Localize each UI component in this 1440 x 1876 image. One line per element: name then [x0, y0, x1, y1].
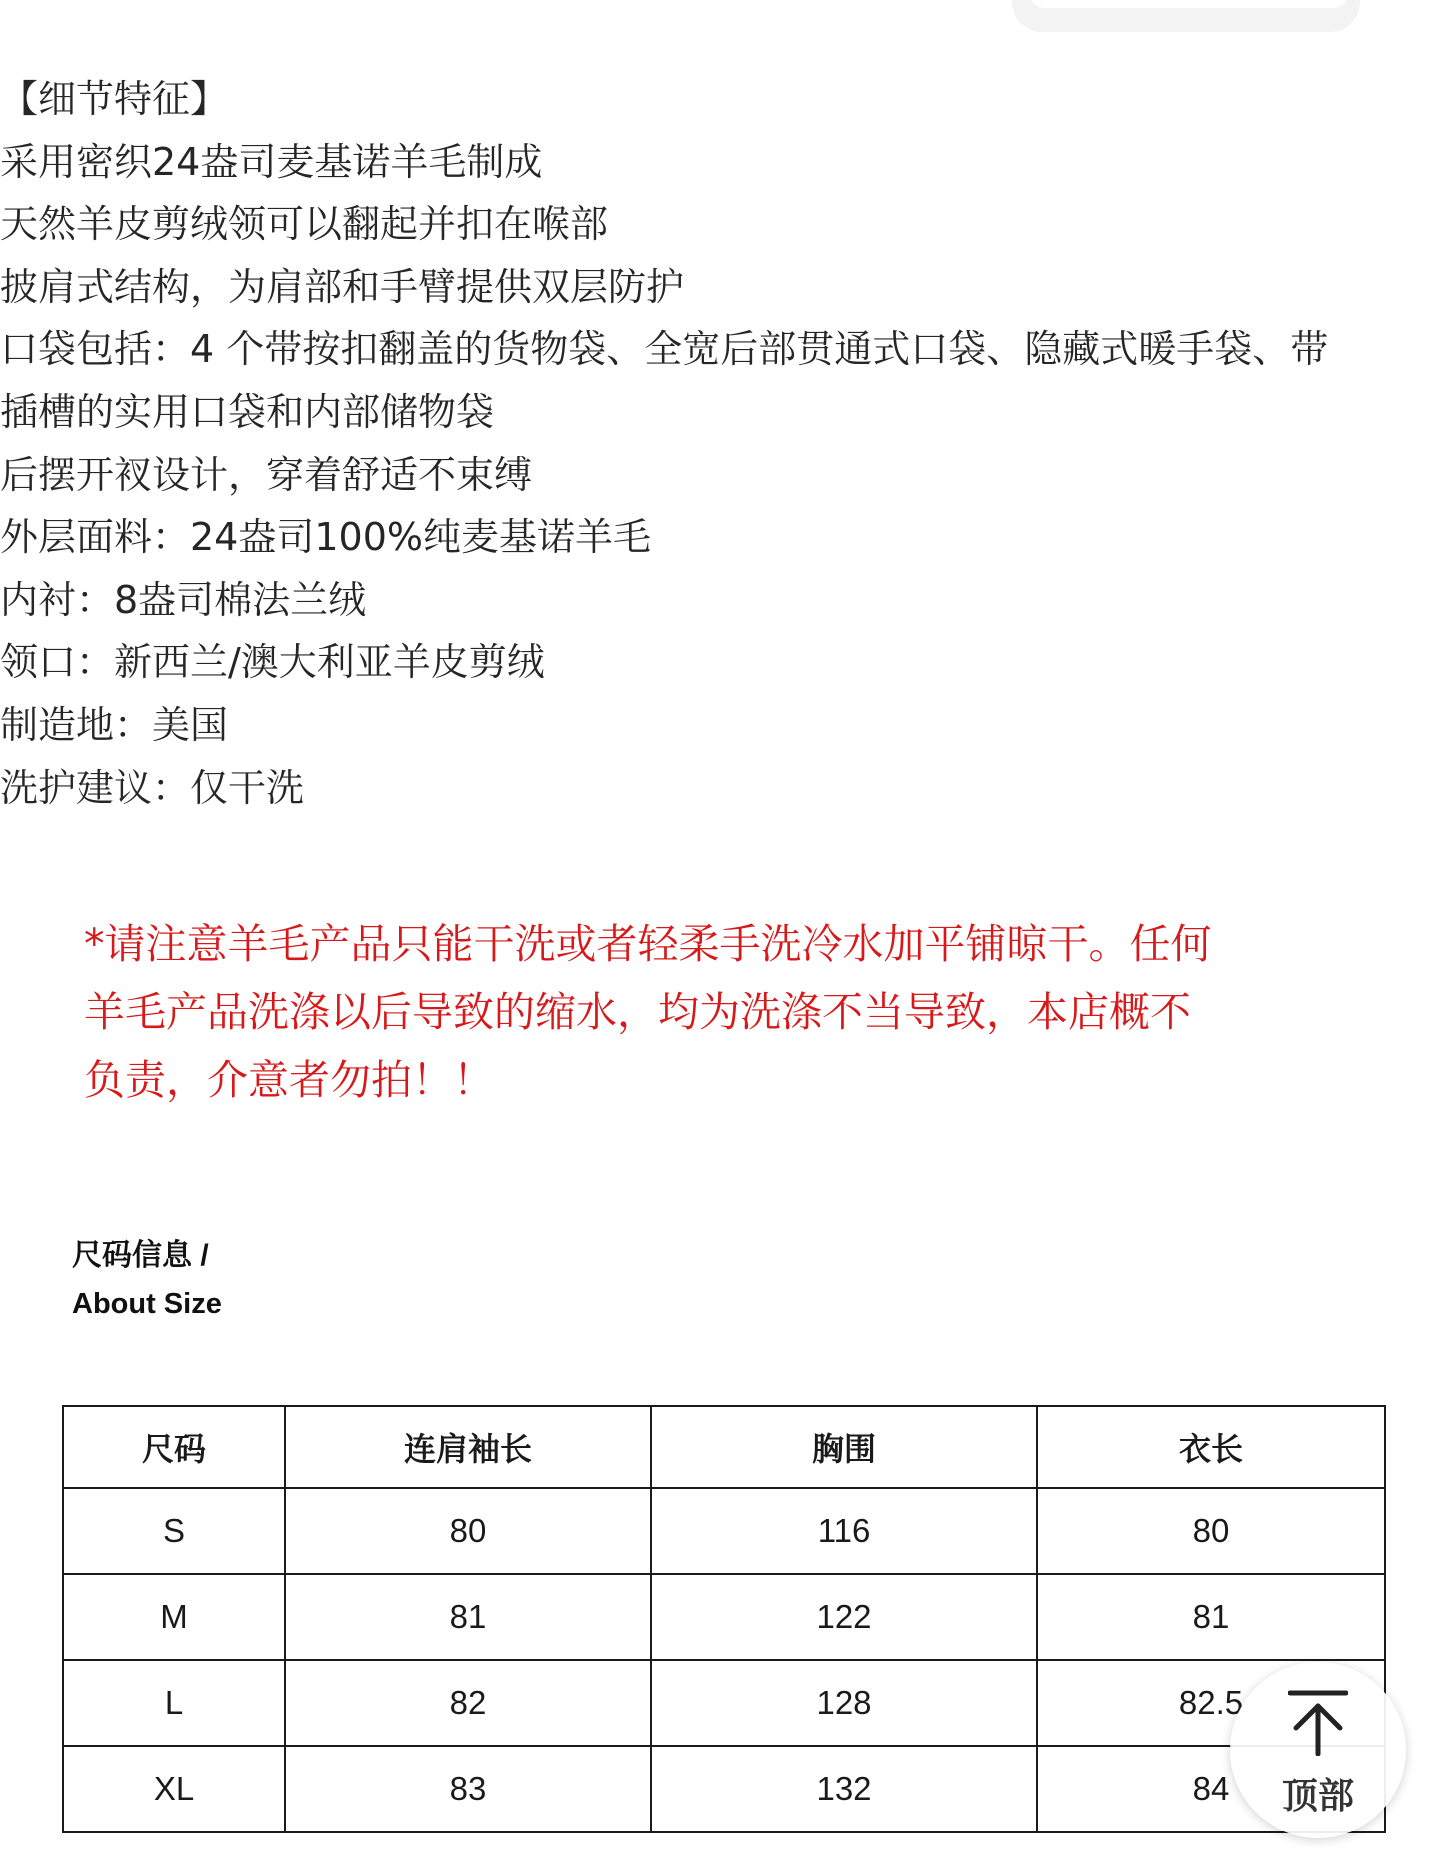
header-sleeve-length: 连肩袖长: [285, 1406, 651, 1488]
cell-chest: 132: [651, 1746, 1037, 1832]
detail-line: 插槽的实用口袋和内部储物袋: [0, 389, 495, 434]
detail-line: 制造地：美国: [0, 702, 229, 747]
header-chest: 胸围: [651, 1406, 1037, 1488]
cell-sleeve-length: 82: [285, 1660, 651, 1746]
table-row: [63, 1746, 1385, 1832]
detail-line: 洗护建议：仅干洗: [0, 765, 305, 810]
size-title-cn: 尺码信息 /: [72, 1239, 209, 1272]
back-to-top-button[interactable]: [1230, 1662, 1406, 1838]
notice-line: 负责，介意者勿拍！！: [84, 1056, 494, 1104]
detail-line: 采用密织24盎司麦基诺羊毛制成: [0, 139, 543, 184]
detail-line: 天然羊皮剪绒领可以翻起并扣在喉部: [0, 202, 609, 247]
cell-chest: 128: [651, 1660, 1037, 1746]
detail-line: 内衬：8盎司棉法兰绒: [0, 577, 367, 622]
top-bar-inner: [1030, 0, 1348, 8]
cell-chest: 116: [651, 1488, 1037, 1574]
header-body-length: 衣长: [1037, 1406, 1385, 1488]
washing-notice: [84, 910, 1374, 1114]
cell-body-length: 82.5: [1037, 1660, 1385, 1746]
table-row: [63, 1488, 1385, 1574]
cell-size: M: [63, 1574, 285, 1660]
cell-size: L: [63, 1660, 285, 1746]
size-section-title: [72, 1232, 222, 1328]
details-heading: 【细节特征】: [0, 77, 229, 121]
notice-line: 羊毛产品洗涤以后导致的缩水，均为洗涤不当导致，本店概不: [84, 988, 1191, 1036]
table-row: [63, 1660, 1385, 1746]
back-to-top-label: 顶部: [1281, 1776, 1354, 1817]
cell-body-length: 80: [1037, 1488, 1385, 1574]
cell-size: S: [63, 1488, 285, 1574]
arrow-up-icon: [1288, 1690, 1348, 1756]
cell-sleeve-length: 83: [285, 1746, 651, 1832]
detail-line: 后摆开衩设计，穿着舒适不束缚: [0, 452, 533, 497]
table-header-row: [63, 1406, 1385, 1488]
cell-body-length: 84: [1037, 1746, 1385, 1832]
cell-body-length: 81: [1037, 1574, 1385, 1660]
size-title-en: About Size: [72, 1288, 222, 1320]
size-table: [62, 1405, 1386, 1833]
table-row: [63, 1574, 1385, 1660]
notice-line: *请注意羊毛产品只能干洗或者轻柔手洗冷水加平铺晾干。任何: [84, 920, 1212, 968]
header-size: 尺码: [63, 1406, 285, 1488]
cell-chest: 122: [651, 1574, 1037, 1660]
detail-line: 外层面料：24盎司100%纯麦基诺羊毛: [0, 515, 651, 560]
cell-sleeve-length: 81: [285, 1574, 651, 1660]
detail-line: 口袋包括：4 个带按扣翻盖的货物袋、全宽后部贯通式口袋、隐藏式暖手袋、带: [0, 327, 1329, 372]
cell-sleeve-length: 80: [285, 1488, 651, 1574]
product-details: [0, 68, 1440, 819]
detail-line: 领口：新西兰/澳大利亚羊皮剪绒: [0, 640, 545, 685]
cell-size: XL: [63, 1746, 285, 1832]
detail-line: 披肩式结构，为肩部和手臂提供双层防护: [0, 264, 685, 309]
